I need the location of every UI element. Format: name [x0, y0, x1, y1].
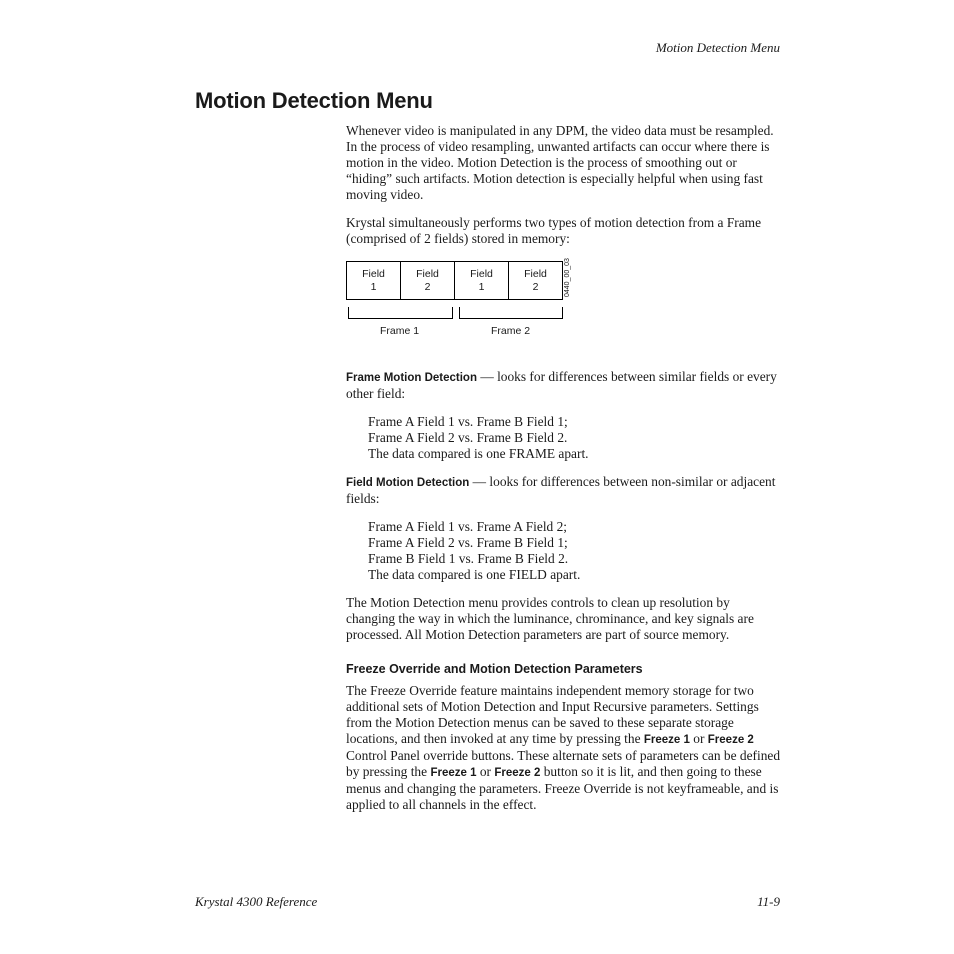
section-heading: Freeze Override and Motion Detection Parameters — [346, 662, 643, 676]
frame-2-label: Frame 2 — [491, 325, 531, 337]
field-cell-number: 2 — [424, 280, 431, 293]
field-cell-number: 1 — [370, 280, 377, 293]
menu-paragraph: The Motion Detection menu provides controls to clean up resolution by changing the way in which the luminance, chrominance, and key signals are processed. All Motion Detection parameters are part of source memory. — [346, 595, 754, 642]
frame-field-diagram — [346, 258, 782, 369]
field-cell-label: Field — [524, 267, 547, 280]
list-item: Frame A Field 1 vs. Frame B Field 1; — [368, 414, 568, 429]
field-cell-number: 1 — [478, 280, 485, 293]
field-cells — [346, 261, 563, 300]
frame-motion-term: Frame Motion Detection — [346, 372, 477, 384]
freeze-text: button so it is lit, and then going to these menus and changing the parameters. Freeze Override is not keyframeable, and is applied to all channels in the effect. — [346, 764, 779, 812]
freeze-1-button-ref: Freeze 1 — [430, 767, 477, 779]
list-item: The data compared is one FIELD apart. — [368, 567, 581, 582]
list-item: Frame A Field 1 vs. Frame A Field 2; — [368, 519, 568, 534]
freeze-text: Control Panel override buttons. These alternate sets of parameters can be defined by pressing the — [346, 748, 781, 779]
field-cell — [400, 262, 454, 299]
freeze-1-button-ref: Freeze 1 — [643, 734, 690, 746]
field-motion-definition — [346, 474, 782, 507]
running-header: Motion Detection Menu — [655, 40, 780, 55]
frame-motion-definition — [346, 369, 782, 402]
field-motion-desc: — looks for differences between non-similar or adjacent fields: — [346, 474, 776, 506]
field-cell — [508, 262, 562, 299]
field-motion-term: Field Motion Detection — [346, 477, 470, 489]
body-column — [346, 123, 782, 825]
field-cell — [347, 262, 400, 299]
freeze-paragraph — [346, 683, 782, 813]
figure-id: 0440_00_03 — [564, 258, 571, 297]
page-title: Motion Detection Menu — [195, 88, 433, 113]
freeze-2-button-ref: Freeze 2 — [707, 734, 754, 746]
frame-1-bracket — [348, 307, 453, 319]
intro-paragraph-2: Krystal simultaneously performs two types of motion detection from a Frame (comprised of 2 fields) stored in memory: — [346, 215, 762, 246]
field-cell-label: Field — [470, 267, 493, 280]
field-cell — [454, 262, 508, 299]
frame-1-label: Frame 1 — [380, 325, 420, 337]
list-item: Frame A Field 2 vs. Frame B Field 1; — [368, 535, 568, 550]
field-cell-label: Field — [362, 267, 385, 280]
freeze-text: or — [689, 731, 708, 746]
frame-motion-desc: — looks for differences between similar fields or every other field: — [346, 369, 777, 401]
frame-2-bracket — [459, 307, 563, 319]
freeze-text: or — [476, 764, 495, 779]
frame-motion-list — [346, 414, 782, 462]
footer-page-number: 11-9 — [757, 894, 780, 909]
list-item: The data compared is one FRAME apart. — [368, 446, 589, 461]
field-cell-label: Field — [416, 267, 439, 280]
list-item: Frame A Field 2 vs. Frame B Field 2. — [368, 430, 568, 445]
freeze-2-button-ref: Freeze 2 — [494, 767, 541, 779]
list-item: Frame B Field 1 vs. Frame B Field 2. — [368, 551, 569, 566]
footer-doc-title: Krystal 4300 Reference — [195, 894, 318, 909]
freeze-text: The Freeze Override feature maintains independent memory storage for two additional sets of Motion Detection and Input Recursive parameters. Settings from the Motion Detection menus can be saved to these separate storage locations, and then invoked at any time by pressing the — [346, 683, 759, 746]
intro-paragraph-1: Whenever video is manipulated in any DPM, the video data must be resampled. In the process of video resampling, unwanted artifacts can occur where there is motion in the video. Motion Detection is the process of smoothing out or “hiding” such artifacts. Motion detection is especially helpful when using fast moving video. — [346, 123, 774, 202]
field-cell-number: 2 — [532, 280, 539, 293]
field-motion-list — [346, 519, 782, 583]
